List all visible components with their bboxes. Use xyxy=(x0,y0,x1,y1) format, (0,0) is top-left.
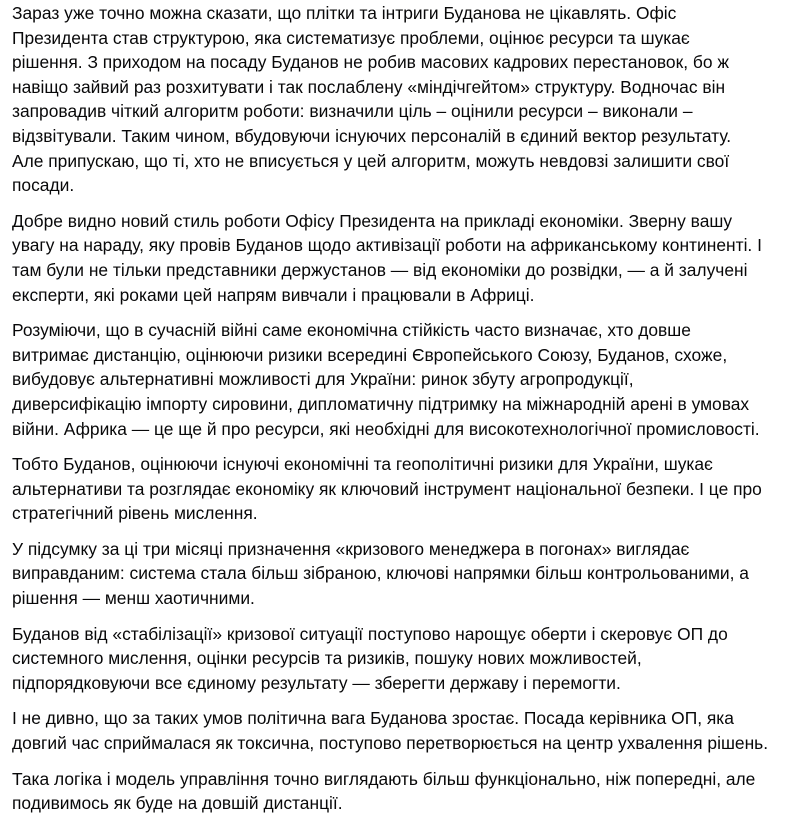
post-paragraph: Розуміючи, що в сучасній війні саме економічна стійкість часто визначає, хто довше витримає дистанцію, оцінюючи ризики всередині Європейського Союзу, Буданов, схоже, вибудовує альтернативні можливості для України: ринок збуту агропродукції, диверсифікацію імпорту сировини, дипломатичну підтримку на міжнародній арені в умовах війни. Африка — це ще й про ресурси, які необхідні для високотехнологічної промисловості. xyxy=(12,320,760,439)
post-paragraph: Тобто Буданов, оцінюючи існуючі економічні та геополітичні ризики для України, шукає альтернативи та розглядає економіку як ключовий інструмент національної безпеки. І це про стратегічний рівень мислення. xyxy=(12,454,762,524)
post-body xyxy=(12,1,802,827)
post-paragraph: У підсумку за ці три місяці призначення «кризового менеджера в погонах» виглядає виправданим: система стала більш зібраною, ключові напрямки більш контрольованими, а рішення — менш хаотичними. xyxy=(12,538,749,609)
post-paragraph: Буданов від «стабілізації» кризової ситуації поступово нарощує оберти і скеровує ОП до системного мислення, оцінки ресурсів та ризиків, пошуку нових можливостей, підпорядковуючи все єдиному результату — зберегти державу і перемогти. xyxy=(12,623,728,693)
post-paragraph: Добре видно новий стиль роботи Офісу Президента на прикладі економіки. Зверну вашу увагу на нараду, яку провів Буданов щодо активізації роботи на африканському континенті. І там були не тільки представники держустанов — від економіки до розвідки, — а й залучені експерти, які роками цей напрям вивчали і працювали в Африці. xyxy=(12,210,762,305)
post-paragraph: Зараз уже точно можна сказати, що плітки та інтриги Буданова не цікавлять. Офіс Президента став структурою, яка систематизує проблеми, оцінює ресурси та шукає рішення. З приходом на посаду Буданов не робив масових кадрових перестановок, бо ж навіщо зайвий раз розхитувати і так послаблену «міндічгейтом» структуру. Водночас він запровадив чіткий алгоритм роботи: визначили ціль – оцінили ресурси – виконали – відзвітували. Таким чином, вбудовуючи існуючих персоналій в єдиний вектор результату. Але припускаю, що ті, хто не вписується у цей алгоритм, можуть невдовзі залишити свої посади. xyxy=(12,3,732,196)
post-paragraph: І не дивно, що за таких умов політична вага Буданова зростає. Посада керівника ОП, яка довгий час сприймалася як токсична, поступово перетворюється на центр ухвалення рішень. xyxy=(12,708,769,754)
post-paragraph: Така логіка і модель управління точно виглядають більш функціонально, ніж попередні, але подивимось як буде на довшій дистанції. xyxy=(12,768,756,814)
